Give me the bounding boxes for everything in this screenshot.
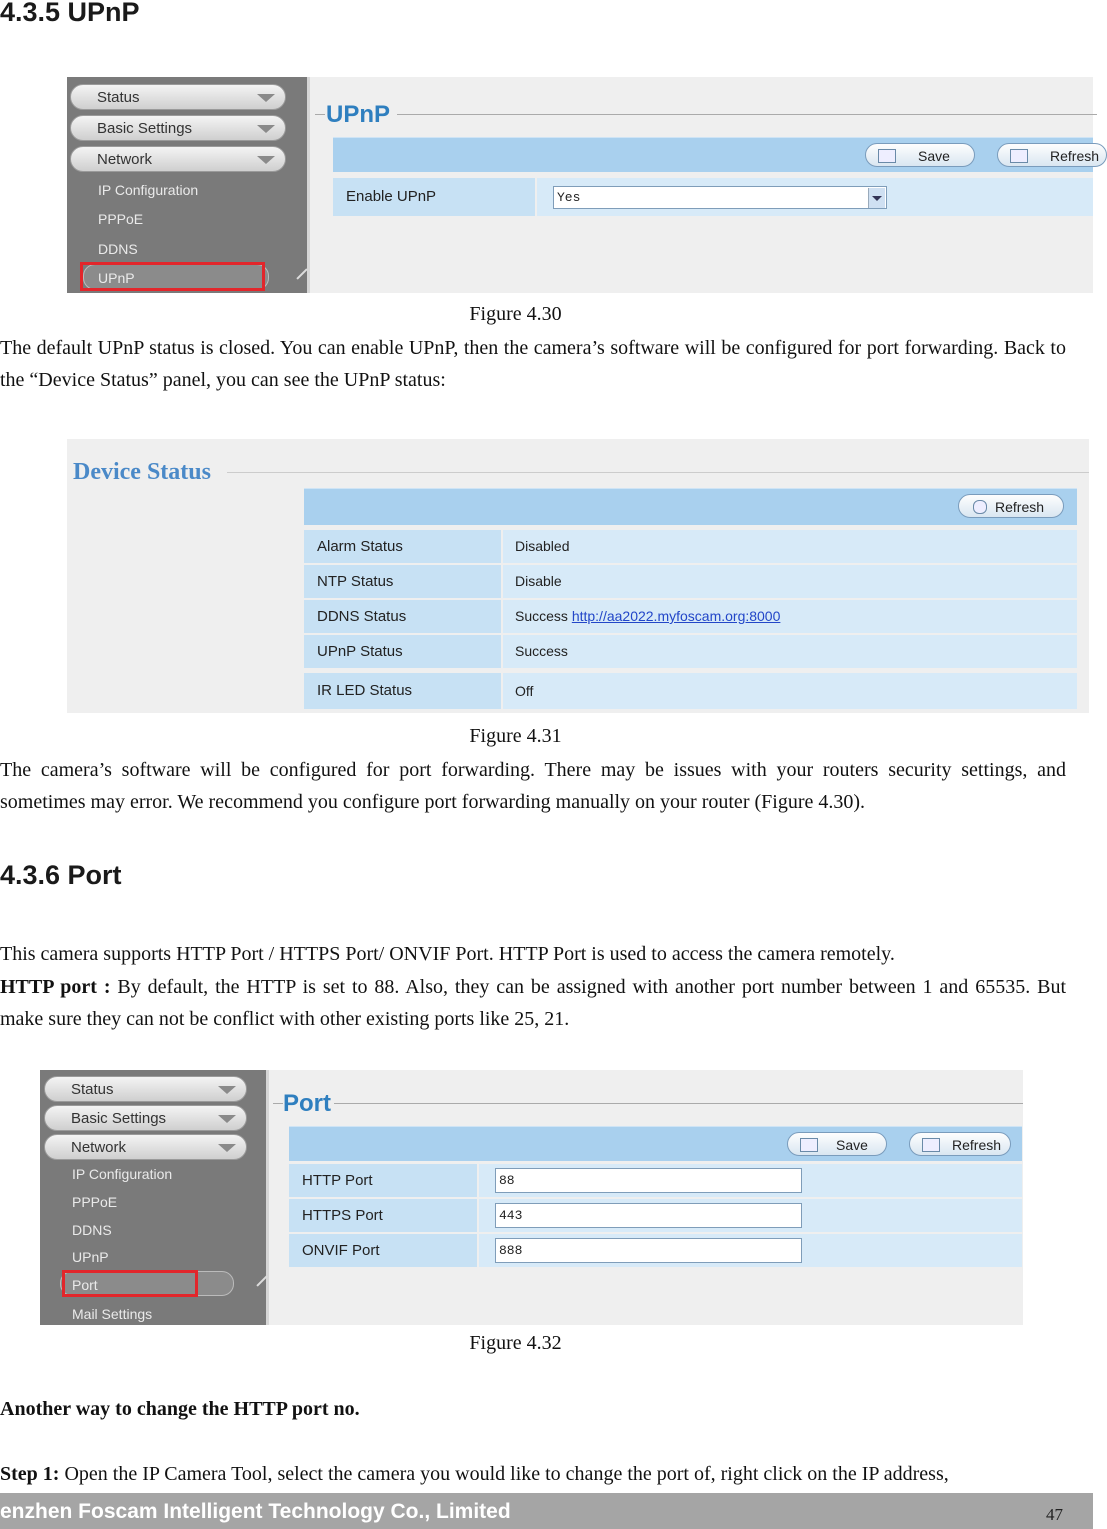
side-menu bbox=[40, 1070, 269, 1325]
resize-grip-icon bbox=[296, 268, 307, 279]
paragraph-step1 bbox=[0, 1458, 1066, 1490]
port-value-cell bbox=[479, 1164, 1022, 1197]
save-icon bbox=[800, 1138, 818, 1152]
title-rule bbox=[273, 1103, 283, 1104]
status-value: Disabled bbox=[503, 530, 1077, 563]
chevron-down-icon bbox=[218, 1144, 236, 1152]
highlight-box bbox=[62, 1270, 198, 1297]
chevron-down-icon bbox=[218, 1086, 236, 1094]
toolbar bbox=[289, 1126, 1022, 1161]
paragraph: The camera’s software will be configured for port forwarding. There may be issues with your routers security settings, and sometimes may error. We recommend you configure port forwarding manually on your router (Figure 4.30). bbox=[0, 759, 1066, 813]
https-port-input[interactable]: 443 bbox=[495, 1203, 802, 1228]
paragraph-http-port bbox=[0, 971, 1066, 1035]
status-label: IR LED Status bbox=[304, 673, 501, 709]
port-value-cell bbox=[479, 1234, 1022, 1267]
ddns-link[interactable]: http://aa2022.myfoscam.org:8000 bbox=[571, 608, 781, 624]
title-rule bbox=[315, 114, 325, 115]
status-value: Off bbox=[503, 673, 1077, 709]
menu-basic-settings[interactable]: Basic Settings bbox=[70, 115, 286, 141]
term-http-port: HTTP port : bbox=[0, 976, 111, 998]
enable-upnp-label: Enable UPnP bbox=[333, 178, 535, 216]
refresh-icon bbox=[922, 1138, 940, 1152]
title-rule bbox=[334, 1103, 1023, 1104]
page-number: 47 bbox=[1046, 1505, 1063, 1524]
paragraph-text: By default, the HTTP is set to 88. Also, they can be assigned with another port number between 1 and 65535. But make sure they can not be conflict with other existing ports like 25, 21. bbox=[0, 976, 1067, 1030]
resize-grip-icon bbox=[256, 1275, 267, 1286]
panel-title: Device Status bbox=[73, 459, 211, 485]
menu-network[interactable]: Network bbox=[44, 1134, 247, 1160]
refresh-icon bbox=[973, 500, 987, 514]
chevron-down-icon bbox=[257, 125, 275, 133]
panel-title: UPnP bbox=[326, 101, 391, 128]
figure-device-status-screenshot bbox=[67, 439, 1089, 713]
save-icon bbox=[878, 149, 896, 163]
refresh-button[interactable]: Refresh bbox=[997, 143, 1107, 167]
toolbar bbox=[333, 137, 1100, 172]
refresh-button[interactable]: Refresh bbox=[958, 494, 1064, 518]
highlight-box bbox=[80, 262, 265, 291]
panel-title: Port bbox=[283, 1090, 331, 1117]
port-label: HTTP Port bbox=[289, 1164, 477, 1197]
page-footer bbox=[0, 1493, 1093, 1529]
paragraph: The default UPnP status is closed. You can enable UPnP, then the camera’s software will be configured for port forwarding. Back to the “Device Status” panel, you can see the UPnP status: bbox=[0, 337, 1066, 391]
figure-caption: Figure 4.31 bbox=[469, 725, 562, 747]
status-value: Success bbox=[515, 608, 568, 624]
status-label: DDNS Status bbox=[304, 600, 501, 633]
http-port-input[interactable]: 88 bbox=[495, 1168, 802, 1193]
refresh-icon bbox=[1010, 149, 1028, 163]
menu-ip-configuration[interactable]: IP Configuration bbox=[72, 1166, 173, 1182]
menu-upnp[interactable]: UPnP bbox=[72, 1249, 109, 1265]
menu-status[interactable]: Status bbox=[70, 84, 286, 110]
figure-caption: Figure 4.30 bbox=[469, 303, 562, 325]
company-name: enzhen Foscam Intelligent Technology Co., Limited bbox=[0, 1500, 511, 1523]
menu-mail-settings[interactable]: Mail Settings bbox=[72, 1306, 153, 1322]
menu-pppoe[interactable]: PPPoE bbox=[72, 1194, 118, 1210]
menu-network[interactable]: Network bbox=[70, 146, 286, 172]
toolbar bbox=[304, 488, 1077, 525]
enable-upnp-select[interactable]: Yes bbox=[553, 186, 887, 209]
save-button[interactable]: Save bbox=[787, 1132, 887, 1156]
step-label: Step 1: bbox=[0, 1463, 60, 1485]
status-label: Alarm Status bbox=[304, 530, 501, 563]
menu-status[interactable]: Status bbox=[44, 1076, 247, 1102]
enable-upnp-cell bbox=[537, 178, 1093, 216]
menu-upnp[interactable]: UPnP bbox=[98, 270, 135, 286]
title-rule bbox=[397, 114, 1097, 115]
status-label: UPnP Status bbox=[304, 635, 501, 668]
status-value-cell bbox=[503, 600, 1077, 633]
refresh-button[interactable]: Refresh bbox=[909, 1132, 1011, 1156]
menu-ddns[interactable]: DDNS bbox=[72, 1222, 112, 1238]
figure-upnp-screenshot bbox=[67, 77, 1100, 293]
subheading-another-way: Another way to change the HTTP port no. bbox=[0, 1398, 360, 1420]
title-rule bbox=[227, 472, 1089, 473]
section-heading-upnp: 4.3.5 UPnP bbox=[0, 0, 140, 27]
port-label: HTTPS Port bbox=[289, 1199, 477, 1232]
chevron-down-icon bbox=[257, 156, 275, 164]
port-value-cell bbox=[479, 1199, 1022, 1232]
menu-ddns[interactable]: DDNS bbox=[98, 241, 138, 257]
status-value: Success bbox=[503, 635, 1077, 668]
section-heading-port: 4.3.6 Port bbox=[0, 860, 122, 890]
figure-port-screenshot bbox=[40, 1070, 1023, 1325]
chevron-down-icon bbox=[868, 188, 885, 208]
port-label: ONVIF Port bbox=[289, 1234, 477, 1267]
menu-port[interactable]: Port bbox=[72, 1277, 98, 1293]
chevron-down-icon bbox=[257, 94, 275, 102]
menu-basic-settings[interactable]: Basic Settings bbox=[44, 1105, 247, 1131]
paragraph: This camera supports HTTP Port / HTTPS Port/ ONVIF Port. HTTP Port is used to access the camera remotely. bbox=[0, 943, 895, 965]
menu-pppoe[interactable]: PPPoE bbox=[98, 211, 144, 227]
chevron-down-icon bbox=[218, 1115, 236, 1123]
side-menu bbox=[67, 77, 310, 293]
save-button[interactable]: Save bbox=[865, 143, 975, 167]
menu-ip-configuration[interactable]: IP Configuration bbox=[98, 182, 199, 198]
paragraph-text: Open the IP Camera Tool, select the camera you would like to change the port of, right click on the IP address, bbox=[59, 1463, 949, 1485]
status-label: NTP Status bbox=[304, 565, 501, 598]
onvif-port-input[interactable]: 888 bbox=[495, 1238, 802, 1263]
status-value: Disable bbox=[503, 565, 1077, 598]
figure-caption: Figure 4.32 bbox=[469, 1332, 562, 1354]
